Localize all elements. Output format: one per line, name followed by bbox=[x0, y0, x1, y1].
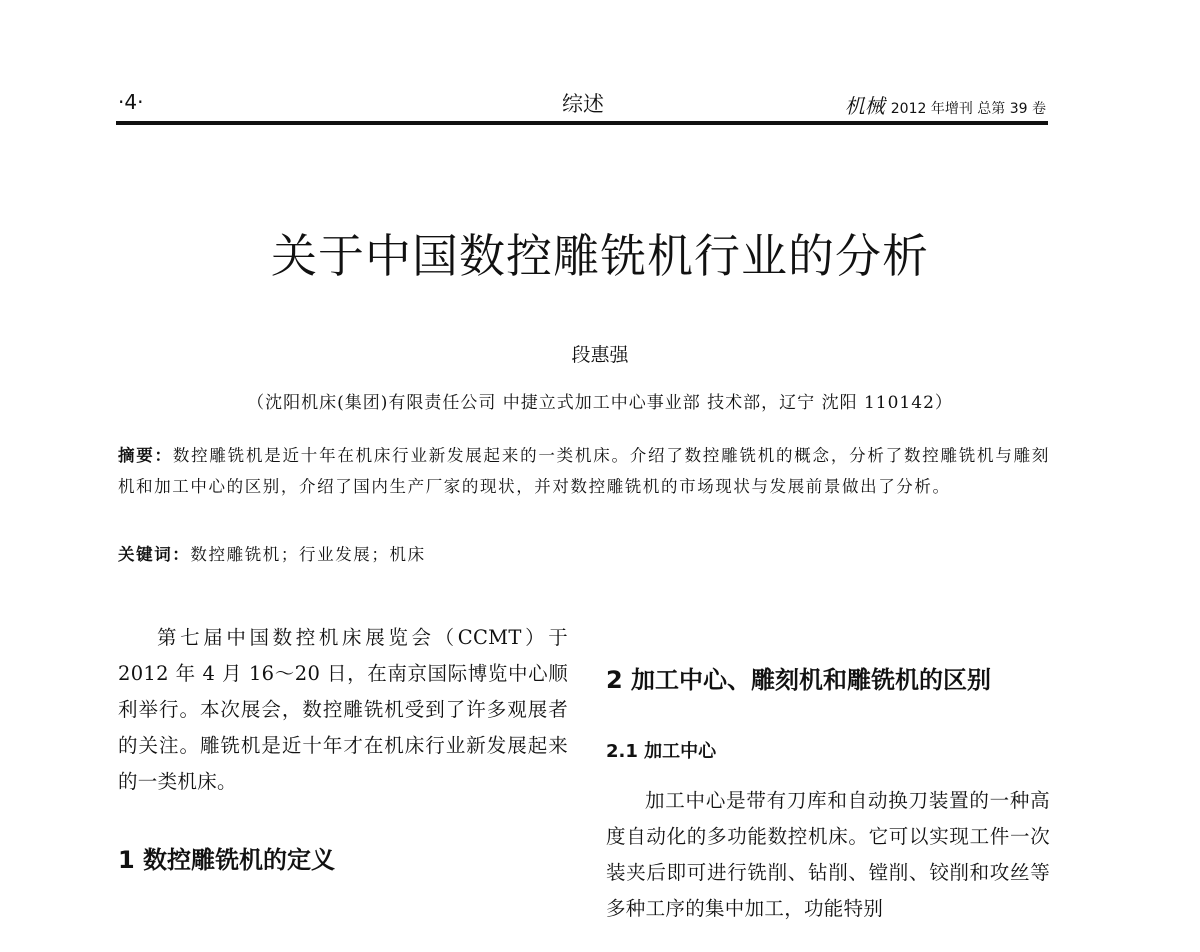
abstract bbox=[118, 440, 1050, 502]
left-column bbox=[118, 620, 568, 875]
header-rule bbox=[116, 121, 1048, 125]
abstract-label: 摘要： bbox=[118, 446, 173, 465]
journal-info bbox=[845, 90, 1046, 119]
abstract-text: 数控雕铣机是近十年在机床行业新发展起来的一类机床。介绍了数控雕铣机的概念，分析了数控雕铣机与雕刻机和加工中心的区别，介绍了国内生产厂家的现状，并对数控雕铣机的市场现状与发展前景做出了分析。 bbox=[118, 446, 1050, 496]
section-label: 综述 bbox=[562, 92, 604, 116]
keywords bbox=[118, 541, 1050, 565]
author-affiliation: （沈阳机床(集团)有限责任公司 中捷立式加工中心事业部 技术部，辽宁 沈阳 110142） bbox=[247, 393, 953, 413]
section-2-1-paragraph: 加工中心是带有刀库和自动换刀装置的一种高度自动化的多功能数控机床。它可以实现工件一次装夹后即可进行铣削、钻削、镗削、铰削和攻丝等多种工序的集中加工，功能特别 bbox=[606, 789, 1050, 920]
keywords-label: 关键词： bbox=[118, 545, 191, 564]
page-header bbox=[118, 88, 1048, 118]
journal-name: 机械 bbox=[844, 94, 885, 118]
keywords-text: 数控雕铣机；行业发展；机床 bbox=[190, 545, 426, 564]
journal-issue: 2012 年增刊 总第 39 卷 bbox=[890, 101, 1046, 117]
section-2-heading: 2 加工中心、雕刻机和雕铣机的区别 bbox=[606, 666, 992, 694]
section-2-1-heading: 2.1 加工中心 bbox=[606, 741, 717, 762]
article-author: 段惠强 bbox=[571, 344, 629, 366]
section-1-heading: 1 数控雕铣机的定义 bbox=[118, 846, 336, 874]
page-number: ·4· bbox=[118, 90, 144, 114]
right-column bbox=[606, 660, 1050, 927]
article-title: 关于中国数控雕铣机行业的分析 bbox=[271, 229, 929, 283]
intro-paragraph: 第七届中国数控机床展览会（CCMT）于2012 年 4 月 16～20 日，在南京国际博览中心顺利举行。本次展会，数控雕铣机受到了许多观展者的关注。雕铣机是近十年才在机床行业新发展起来的一类机床。 bbox=[118, 626, 568, 793]
